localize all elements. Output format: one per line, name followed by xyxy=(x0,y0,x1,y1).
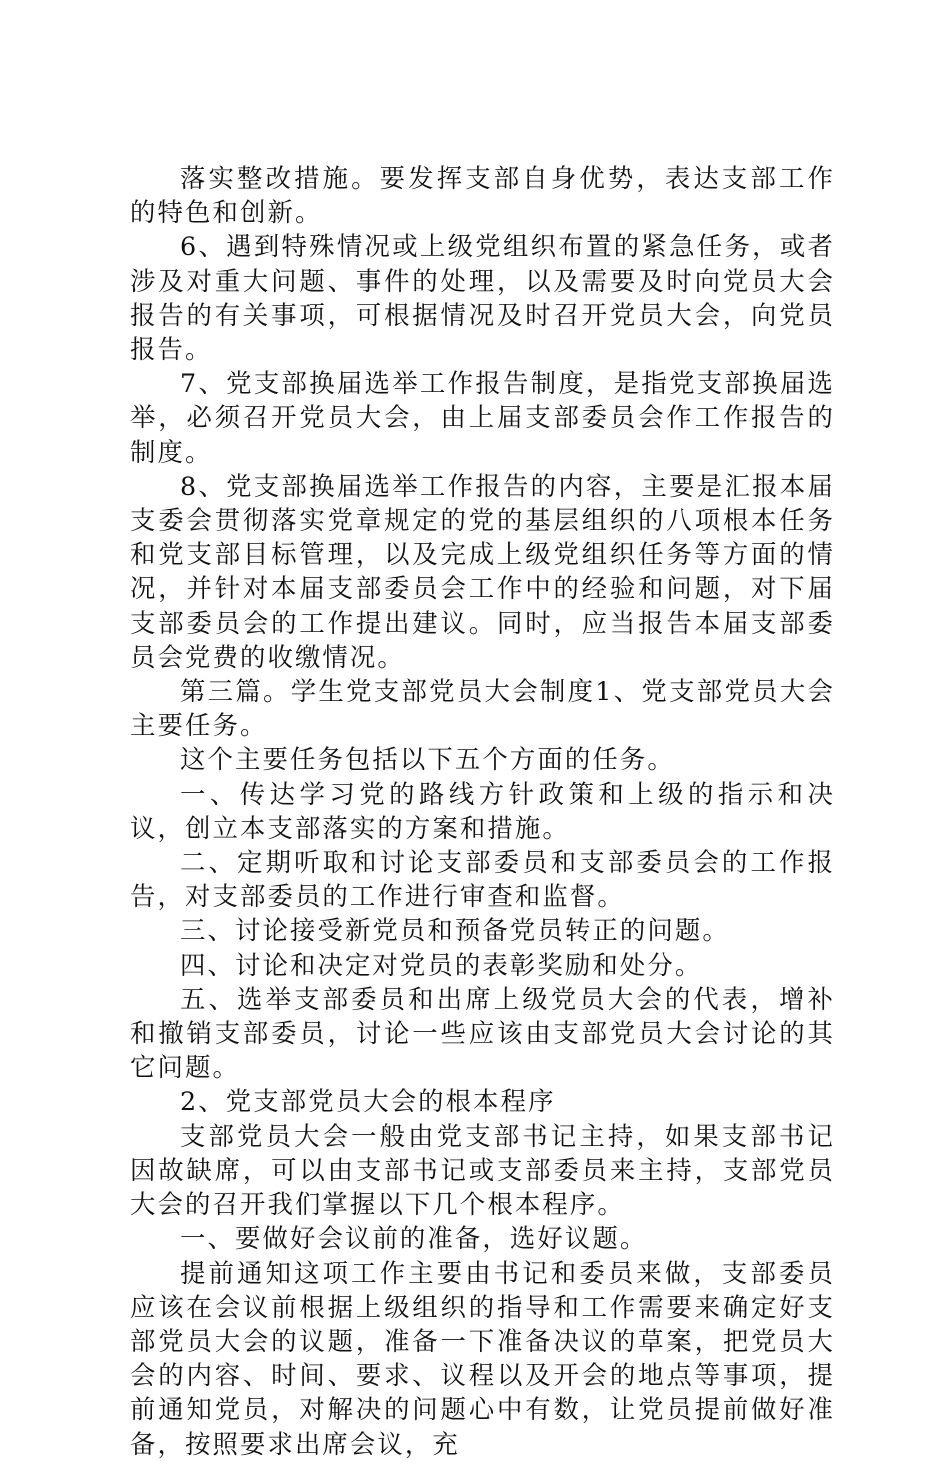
paragraph: 8、党支部换届选举工作报告的内容，主要是汇报本届支委会贯彻落实党章规定的党的基层组织的八项根本任务和党支部目标管理，以及完成上级党组织任务等方面的情况，并针对本届支部委员会工作中的经验和问题，对下届支部委员会的工作提出建议。同时，应当报告本届支部委员会党费的收缴情况。 xyxy=(130,470,835,672)
list-item: 四、讨论和决定对党员的表彰奖励和处分。 xyxy=(180,949,703,980)
list-item: 三、讨论接受新党员和预备党员转正的问题。 xyxy=(180,915,730,946)
list-item: 二、定期听取和讨论支部委员和支部委员会的工作报告，对支部委员的工作进行审查和监督。 xyxy=(130,847,835,912)
list-item: 一、要做好会议前的准备，选好议题。 xyxy=(180,1223,648,1254)
paragraph: 7、党支部换届选举工作报告制度，是指党支部换届选举，必须召开党员大会，由上届支部委员会作工作报告的制度。 xyxy=(130,368,835,467)
paragraph: 提前通知这项工作主要由书记和委员来做，支部委员应该在会议前根据上级组织的指导和工作需要来确定好支部党员大会的议题，准备一下准备决议的草案，把党员大会的内容、时间、要求、议程以及开会的地点等事项，提前通知党员，对解决的问题心中有数，让党员提前做好准备，按照要求出席会议，充 xyxy=(130,1257,835,1459)
section-heading: 第三篇。学生党支部党员大会制度1、党支部党员大会主要任务。 xyxy=(130,676,835,741)
document-body xyxy=(130,161,835,1461)
paragraph: 这个主要任务包括以下五个方面的任务。 xyxy=(180,744,675,775)
list-item: 五、选举支部委员和出席上级党员大会的代表，增补和撤销支部委员，讨论一些应该由支部党员大会讨论的其它问题。 xyxy=(130,983,835,1083)
list-item: 一、传达学习党的路线方针政策和上级的指示和决议，创立本支部落实的方案和措施。 xyxy=(130,778,835,843)
subsection-heading: 2、党支部党员大会的根本程序 xyxy=(180,1086,556,1117)
paragraph: 落实整改措施。要发挥支部自身优势，表达支部工作的特色和创新。 xyxy=(130,163,835,228)
paragraph: 6、遇到特殊情况或上级党组织布置的紧急任务，或者涉及对重大问题、事件的处理，以及需要及时向党员大会报告的有关事项，可根据情况及时召开党员大会，向党员报告。 xyxy=(130,231,835,365)
paragraph: 支部党员大会一般由党支部书记主持，如果支部书记因故缺席，可以由支部书记或支部委员来主持，支部党员大会的召开我们掌握以下几个根本程序。 xyxy=(130,1120,835,1220)
